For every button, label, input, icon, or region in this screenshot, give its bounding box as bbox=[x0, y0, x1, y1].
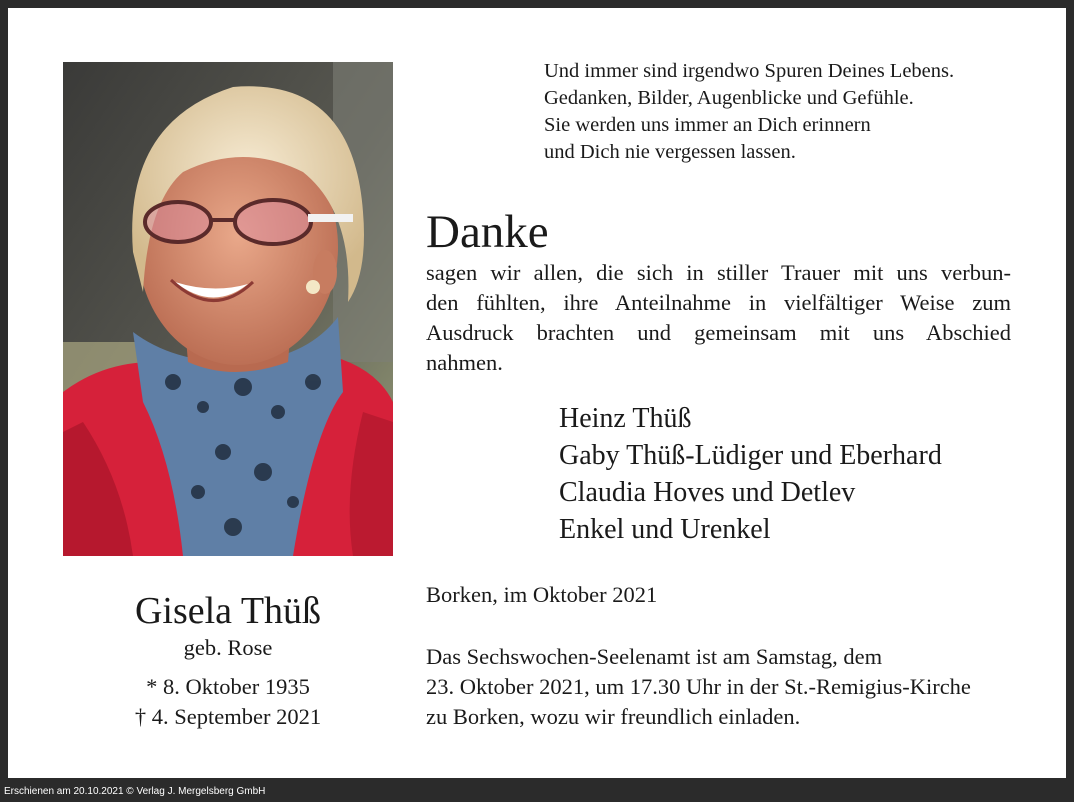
family-member: Enkel und Urenkel bbox=[559, 514, 771, 545]
publication-footer: Erschienen am 20.10.2021 © Verlag J. Mergelsberg GmbH bbox=[4, 786, 266, 797]
death-date: † 4. September 2021 bbox=[134, 704, 322, 729]
notice-line: Das Sechswochen-Seelenamt ist am Samstag, dem bbox=[426, 644, 883, 669]
life-dates bbox=[63, 672, 393, 732]
family-member: Gaby Thüß-Lüdiger und Eberhard bbox=[559, 440, 942, 471]
birth-date: * 8. Oktober 1935 bbox=[146, 674, 310, 699]
poem bbox=[544, 58, 954, 166]
poem-line: Gedanken, Bilder, Augenblicke und Gefühle. bbox=[544, 87, 914, 109]
poem-line: und Dich nie vergessen lassen. bbox=[544, 141, 796, 163]
thanks-line: den fühlten, ihre Anteilnahme in vielfältiger Weise zum bbox=[426, 290, 1011, 315]
place-date: Borken, im Oktober 2021 bbox=[426, 582, 658, 607]
obituary-card bbox=[8, 8, 1066, 778]
thanks-line: nahmen. bbox=[426, 350, 503, 375]
birth-name: geb. Rose bbox=[183, 635, 273, 660]
portrait-illustration bbox=[63, 62, 393, 556]
notice-line: zu Borken, wozu wir freundlich einladen. bbox=[426, 704, 801, 729]
thanks-text bbox=[426, 258, 1011, 378]
family-member: Claudia Hoves und Detlev bbox=[559, 477, 856, 508]
deceased-name: Gisela Thüß bbox=[134, 590, 322, 632]
portrait-photo bbox=[63, 62, 393, 556]
deceased-info bbox=[63, 588, 393, 732]
thanks-line: Ausdruck brachten und gemeinsam mit uns Abschied bbox=[426, 320, 1011, 345]
thanks-line: sagen wir allen, die sich in stiller Trauer mit uns verbun- bbox=[426, 260, 1011, 285]
family-member: Heinz Thüß bbox=[559, 403, 692, 434]
notice-line: 23. Oktober 2021, um 17.30 Uhr in der St.-Remigius-Kirche bbox=[426, 674, 971, 699]
poem-line: Und immer sind irgendwo Spuren Deines Lebens. bbox=[544, 60, 955, 82]
family-signature bbox=[559, 400, 942, 548]
poem-line: Sie werden uns immer an Dich erinnern bbox=[544, 114, 871, 136]
thanks-title: Danke bbox=[426, 206, 549, 258]
memorial-notice bbox=[426, 642, 971, 732]
